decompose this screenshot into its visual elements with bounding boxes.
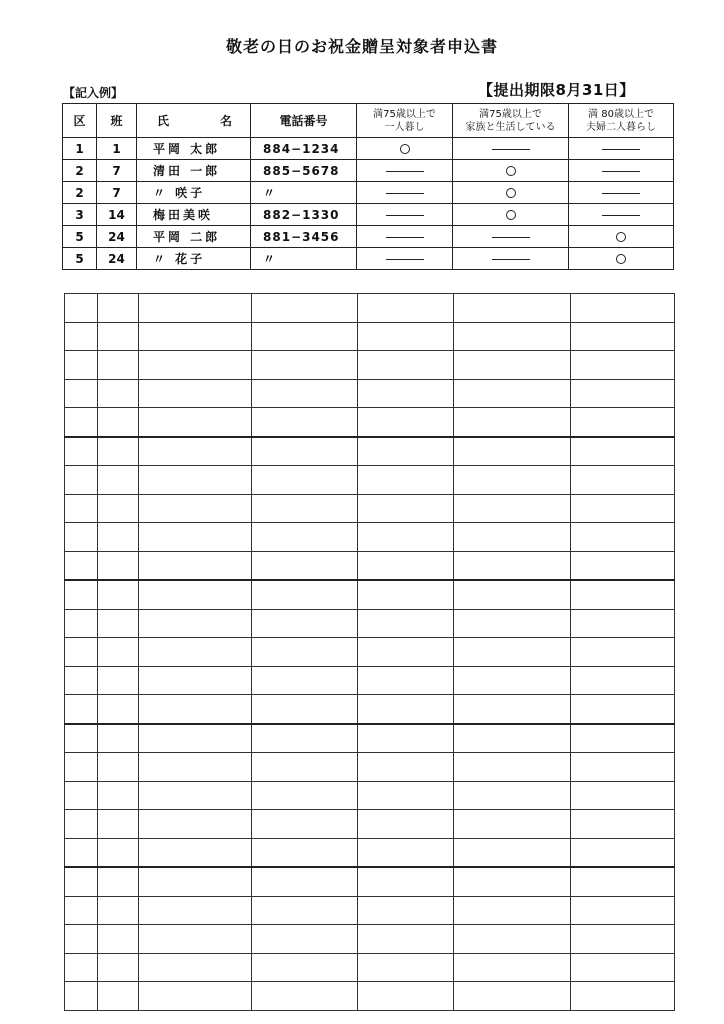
entry-row: [65, 753, 675, 782]
entry-row: [65, 551, 675, 580]
entry-cell[interactable]: [358, 466, 454, 495]
entry-cell[interactable]: [454, 523, 571, 552]
entry-cell[interactable]: [571, 408, 675, 437]
entry-cell[interactable]: [571, 494, 675, 523]
entry-cell[interactable]: [65, 551, 98, 580]
entry-cell[interactable]: [252, 551, 358, 580]
header-alone: [357, 104, 453, 138]
entry-cell[interactable]: [98, 666, 139, 695]
entry-cell[interactable]: [252, 838, 358, 867]
ku-cell: 2: [63, 182, 97, 204]
ku-cell: 1: [63, 138, 97, 160]
entry-cell[interactable]: [454, 609, 571, 638]
entry-cell[interactable]: [571, 638, 675, 667]
circle-mark-icon: [400, 144, 410, 154]
entry-cell[interactable]: [454, 638, 571, 667]
header-family-line2: 家族と生活している: [465, 121, 556, 133]
entry-cell[interactable]: [98, 609, 139, 638]
entry-row: [65, 838, 675, 867]
entry-cell[interactable]: [358, 724, 454, 753]
entry-row: [65, 810, 675, 839]
name-cell: 平岡 二郎: [137, 226, 251, 248]
header-ku: 区: [63, 104, 97, 138]
dash-mark-icon: [492, 259, 530, 260]
entry-cell[interactable]: [571, 838, 675, 867]
example-header-row: [63, 104, 674, 138]
entry-cell[interactable]: [139, 753, 252, 782]
entry-cell[interactable]: [139, 351, 252, 380]
entry-cell[interactable]: [454, 551, 571, 580]
header-couple-line2: 夫婦二人暮らし: [586, 121, 656, 133]
entry-row: [65, 437, 675, 466]
entry-cell[interactable]: [139, 494, 252, 523]
entry-cell[interactable]: [571, 753, 675, 782]
couple-cell: [569, 160, 674, 182]
entry-cell[interactable]: [454, 925, 571, 954]
header-couple-line1: 満 80歳以上で: [588, 108, 654, 120]
entry-cell[interactable]: [98, 982, 139, 1011]
entry-cell[interactable]: [358, 638, 454, 667]
entry-cell[interactable]: [454, 724, 571, 753]
entry-cell[interactable]: [571, 466, 675, 495]
entry-cell[interactable]: [454, 896, 571, 925]
entry-cell[interactable]: [98, 724, 139, 753]
example-table: [62, 103, 674, 270]
entry-cell[interactable]: [252, 925, 358, 954]
entry-cell[interactable]: [571, 867, 675, 896]
dash-mark-icon: [492, 149, 530, 150]
entry-cell[interactable]: [139, 466, 252, 495]
phone-cell: 884−1234: [251, 138, 357, 160]
entry-cell[interactable]: [98, 838, 139, 867]
entry-row: [65, 666, 675, 695]
han-cell: 24: [97, 248, 137, 270]
han-cell: 14: [97, 204, 137, 226]
couple-cell: [569, 138, 674, 160]
name-cell: 〃 咲子: [137, 182, 251, 204]
han-cell: 24: [97, 226, 137, 248]
ku-cell: 5: [63, 248, 97, 270]
entry-cell[interactable]: [454, 379, 571, 408]
han-cell: 7: [97, 160, 137, 182]
entry-cell[interactable]: [65, 925, 98, 954]
entry-cell[interactable]: [139, 867, 252, 896]
entry-cell[interactable]: [65, 466, 98, 495]
entry-cell[interactable]: [358, 379, 454, 408]
entry-cell[interactable]: [358, 523, 454, 552]
entry-cell[interactable]: [98, 638, 139, 667]
entry-cell[interactable]: [65, 982, 98, 1011]
han-cell: 1: [97, 138, 137, 160]
entry-cell[interactable]: [98, 753, 139, 782]
entry-cell[interactable]: [252, 867, 358, 896]
entry-cell[interactable]: [454, 466, 571, 495]
entry-cell[interactable]: [571, 925, 675, 954]
entry-cell[interactable]: [98, 294, 139, 323]
dash-mark-icon: [492, 237, 530, 238]
entry-cell[interactable]: [139, 294, 252, 323]
entry-cell[interactable]: [139, 551, 252, 580]
entry-cell[interactable]: [252, 666, 358, 695]
entry-cell[interactable]: [139, 437, 252, 466]
alone-cell: [357, 138, 453, 160]
entry-cell[interactable]: [571, 294, 675, 323]
example-row: [63, 138, 674, 160]
header-name-b: 名: [219, 114, 232, 128]
entry-cell[interactable]: [454, 810, 571, 839]
name-cell: 梅田美咲: [137, 204, 251, 226]
entry-cell[interactable]: [65, 781, 98, 810]
name-cell: 平岡 太郎: [137, 138, 251, 160]
entry-cell[interactable]: [139, 838, 252, 867]
entry-cell[interactable]: [139, 609, 252, 638]
entry-cell[interactable]: [139, 724, 252, 753]
entry-cell[interactable]: [252, 322, 358, 351]
entry-cell[interactable]: [454, 437, 571, 466]
entry-cell[interactable]: [571, 580, 675, 609]
entry-cell[interactable]: [454, 351, 571, 380]
ku-cell: 5: [63, 226, 97, 248]
family-cell: [453, 182, 569, 204]
alone-cell: [357, 226, 453, 248]
deadline-notice: 【提出期限8月31日】: [478, 81, 635, 99]
entry-cell[interactable]: [454, 294, 571, 323]
entry-cell[interactable]: [65, 695, 98, 724]
phone-cell: 881−3456: [251, 226, 357, 248]
entry-cell[interactable]: [98, 466, 139, 495]
entry-row: [65, 609, 675, 638]
circle-mark-icon: [616, 232, 626, 242]
entry-cell[interactable]: [65, 753, 98, 782]
entry-cell[interactable]: [454, 666, 571, 695]
entry-row: [65, 351, 675, 380]
entry-row: [65, 781, 675, 810]
entry-cell[interactable]: [252, 638, 358, 667]
name-cell: 〃 花子: [137, 248, 251, 270]
entry-row: [65, 982, 675, 1011]
entry-cell[interactable]: [98, 351, 139, 380]
dash-mark-icon: [386, 237, 424, 238]
couple-cell: [569, 226, 674, 248]
header-family-line1: 満75歳以上で: [479, 108, 542, 120]
couple-cell: [569, 204, 674, 226]
entry-cell[interactable]: [571, 322, 675, 351]
header-name-a: 氏: [157, 114, 170, 128]
entry-cell[interactable]: [98, 781, 139, 810]
entry-cell[interactable]: [571, 351, 675, 380]
example-label: 【記入例】: [63, 86, 124, 100]
form-title: 敬老の日のお祝金贈呈対象者申込書: [225, 37, 498, 56]
header-family: [453, 104, 569, 138]
entry-cell[interactable]: [65, 437, 98, 466]
entry-cell[interactable]: [358, 896, 454, 925]
family-cell: [453, 138, 569, 160]
example-row: [63, 226, 674, 248]
entry-cell[interactable]: [139, 953, 252, 982]
example-row: [63, 182, 674, 204]
entry-cell[interactable]: [98, 867, 139, 896]
entry-row: [65, 322, 675, 351]
entry-cell[interactable]: [139, 695, 252, 724]
alone-cell: [357, 204, 453, 226]
entry-cell[interactable]: [454, 322, 571, 351]
example-row: [63, 204, 674, 226]
phone-cell: 885−5678: [251, 160, 357, 182]
entry-cell[interactable]: [358, 351, 454, 380]
entry-cell[interactable]: [571, 810, 675, 839]
entry-cell[interactable]: [65, 638, 98, 667]
entry-cell[interactable]: [571, 523, 675, 552]
dash-mark-icon: [386, 193, 424, 194]
entry-cell[interactable]: [454, 408, 571, 437]
dash-mark-icon: [602, 149, 640, 150]
entry-cell[interactable]: [358, 551, 454, 580]
entry-row: [65, 494, 675, 523]
dash-mark-icon: [386, 171, 424, 172]
entry-row: [65, 580, 675, 609]
entry-cell[interactable]: [65, 867, 98, 896]
entry-cell[interactable]: [98, 437, 139, 466]
entry-cell[interactable]: [98, 580, 139, 609]
entry-row: [65, 724, 675, 753]
entry-cell[interactable]: [252, 753, 358, 782]
entry-cell[interactable]: [252, 724, 358, 753]
entry-cell[interactable]: [65, 523, 98, 552]
han-cell: 7: [97, 182, 137, 204]
entry-cell[interactable]: [454, 695, 571, 724]
ku-cell: 3: [63, 204, 97, 226]
entry-cell[interactable]: [65, 666, 98, 695]
entry-cell[interactable]: [98, 551, 139, 580]
entry-cell[interactable]: [358, 580, 454, 609]
entry-cell[interactable]: [571, 953, 675, 982]
circle-mark-icon: [506, 188, 516, 198]
entry-cell[interactable]: [65, 896, 98, 925]
entry-cell[interactable]: [454, 982, 571, 1011]
family-cell: [453, 226, 569, 248]
entry-cell[interactable]: [454, 494, 571, 523]
entry-cell[interactable]: [571, 724, 675, 753]
entry-cell[interactable]: [252, 953, 358, 982]
entry-cell[interactable]: [65, 379, 98, 408]
alone-cell: [357, 182, 453, 204]
header-han: 班: [97, 104, 137, 138]
phone-cell: 〃: [251, 182, 357, 204]
entry-cell[interactable]: [65, 494, 98, 523]
entry-cell[interactable]: [98, 695, 139, 724]
entry-cell[interactable]: [65, 351, 98, 380]
entry-cell[interactable]: [252, 494, 358, 523]
circle-mark-icon: [616, 254, 626, 264]
example-row: [63, 248, 674, 270]
entry-cell[interactable]: [571, 379, 675, 408]
entry-row: [65, 638, 675, 667]
entry-cell[interactable]: [358, 925, 454, 954]
header-alone-line1: 満75歳以上で: [373, 108, 436, 120]
entry-cell[interactable]: [98, 494, 139, 523]
entry-cell[interactable]: [358, 953, 454, 982]
entry-cell[interactable]: [571, 896, 675, 925]
entry-row: [65, 953, 675, 982]
entry-cell[interactable]: [358, 294, 454, 323]
entry-cell[interactable]: [358, 781, 454, 810]
entry-cell[interactable]: [571, 551, 675, 580]
entry-cell[interactable]: [252, 580, 358, 609]
entry-cell[interactable]: [139, 523, 252, 552]
entry-cell[interactable]: [454, 953, 571, 982]
entry-row: [65, 379, 675, 408]
entry-cell[interactable]: [358, 322, 454, 351]
entry-cell[interactable]: [98, 322, 139, 351]
entry-cell[interactable]: [571, 695, 675, 724]
header-couple: [569, 104, 674, 138]
family-cell: [453, 248, 569, 270]
entry-cell[interactable]: [65, 724, 98, 753]
couple-cell: [569, 248, 674, 270]
entry-cell[interactable]: [65, 609, 98, 638]
alone-cell: [357, 248, 453, 270]
example-row: [63, 160, 674, 182]
entry-row: [65, 896, 675, 925]
family-cell: [453, 160, 569, 182]
entry-cell[interactable]: [65, 408, 98, 437]
entry-cell[interactable]: [571, 437, 675, 466]
entry-cell[interactable]: [252, 896, 358, 925]
entry-cell[interactable]: [98, 379, 139, 408]
entry-cell[interactable]: [65, 322, 98, 351]
entry-cell[interactable]: [65, 838, 98, 867]
entry-cell[interactable]: [65, 580, 98, 609]
entry-cell[interactable]: [358, 982, 454, 1011]
entry-cell[interactable]: [252, 408, 358, 437]
couple-cell: [569, 182, 674, 204]
entry-cell[interactable]: [571, 982, 675, 1011]
family-cell: [453, 204, 569, 226]
entry-table: [64, 293, 675, 1011]
header-phone: 電話番号: [251, 104, 357, 138]
entry-cell[interactable]: [98, 896, 139, 925]
entry-cell[interactable]: [252, 466, 358, 495]
dash-mark-icon: [602, 171, 640, 172]
entry-cell[interactable]: [358, 666, 454, 695]
entry-row: [65, 695, 675, 724]
entry-cell[interactable]: [454, 838, 571, 867]
entry-cell[interactable]: [139, 580, 252, 609]
entry-cell[interactable]: [98, 810, 139, 839]
entry-cell[interactable]: [139, 408, 252, 437]
entry-cell[interactable]: [571, 609, 675, 638]
entry-cell[interactable]: [252, 982, 358, 1011]
entry-cell[interactable]: [358, 695, 454, 724]
dash-mark-icon: [602, 215, 640, 216]
entry-cell[interactable]: [139, 781, 252, 810]
entry-row: [65, 408, 675, 437]
entry-cell[interactable]: [252, 523, 358, 552]
header-alone-line2: 一人暮し: [384, 121, 425, 133]
ku-cell: 2: [63, 160, 97, 182]
entry-cell[interactable]: [65, 953, 98, 982]
entry-cell[interactable]: [252, 351, 358, 380]
entry-row: [65, 925, 675, 954]
entry-row: [65, 523, 675, 552]
entry-cell[interactable]: [358, 437, 454, 466]
entry-cell[interactable]: [98, 953, 139, 982]
entry-cell[interactable]: [358, 609, 454, 638]
entry-cell[interactable]: [358, 494, 454, 523]
entry-cell[interactable]: [65, 294, 98, 323]
entry-cell[interactable]: [571, 666, 675, 695]
dash-mark-icon: [386, 259, 424, 260]
circle-mark-icon: [506, 210, 516, 220]
entry-cell[interactable]: [454, 580, 571, 609]
dash-mark-icon: [386, 215, 424, 216]
entry-cell[interactable]: [454, 781, 571, 810]
entry-cell[interactable]: [139, 379, 252, 408]
entry-cell[interactable]: [252, 379, 358, 408]
entry-cell[interactable]: [252, 810, 358, 839]
entry-cell[interactable]: [139, 638, 252, 667]
entry-cell[interactable]: [454, 867, 571, 896]
entry-cell[interactable]: [139, 925, 252, 954]
entry-cell[interactable]: [139, 322, 252, 351]
entry-cell[interactable]: [139, 982, 252, 1011]
circle-mark-icon: [506, 166, 516, 176]
entry-cell[interactable]: [454, 753, 571, 782]
entry-cell[interactable]: [252, 437, 358, 466]
entry-row: [65, 294, 675, 323]
entry-cell[interactable]: [98, 523, 139, 552]
entry-cell[interactable]: [65, 810, 98, 839]
entry-cell[interactable]: [252, 609, 358, 638]
header-name: [137, 104, 251, 138]
phone-cell: 882−1330: [251, 204, 357, 226]
entry-cell[interactable]: [98, 925, 139, 954]
entry-cell[interactable]: [139, 810, 252, 839]
entry-cell[interactable]: [252, 781, 358, 810]
name-cell: 清田 一郎: [137, 160, 251, 182]
entry-cell[interactable]: [571, 781, 675, 810]
phone-cell: 〃: [251, 248, 357, 270]
entry-cell[interactable]: [252, 294, 358, 323]
entry-row: [65, 466, 675, 495]
entry-cell[interactable]: [358, 753, 454, 782]
entry-cell[interactable]: [98, 408, 139, 437]
entry-cell[interactable]: [358, 408, 454, 437]
entry-cell[interactable]: [252, 695, 358, 724]
entry-cell[interactable]: [358, 838, 454, 867]
entry-cell[interactable]: [358, 867, 454, 896]
entry-row: [65, 867, 675, 896]
entry-cell[interactable]: [358, 810, 454, 839]
entry-cell[interactable]: [139, 896, 252, 925]
alone-cell: [357, 160, 453, 182]
entry-cell[interactable]: [139, 666, 252, 695]
dash-mark-icon: [602, 193, 640, 194]
